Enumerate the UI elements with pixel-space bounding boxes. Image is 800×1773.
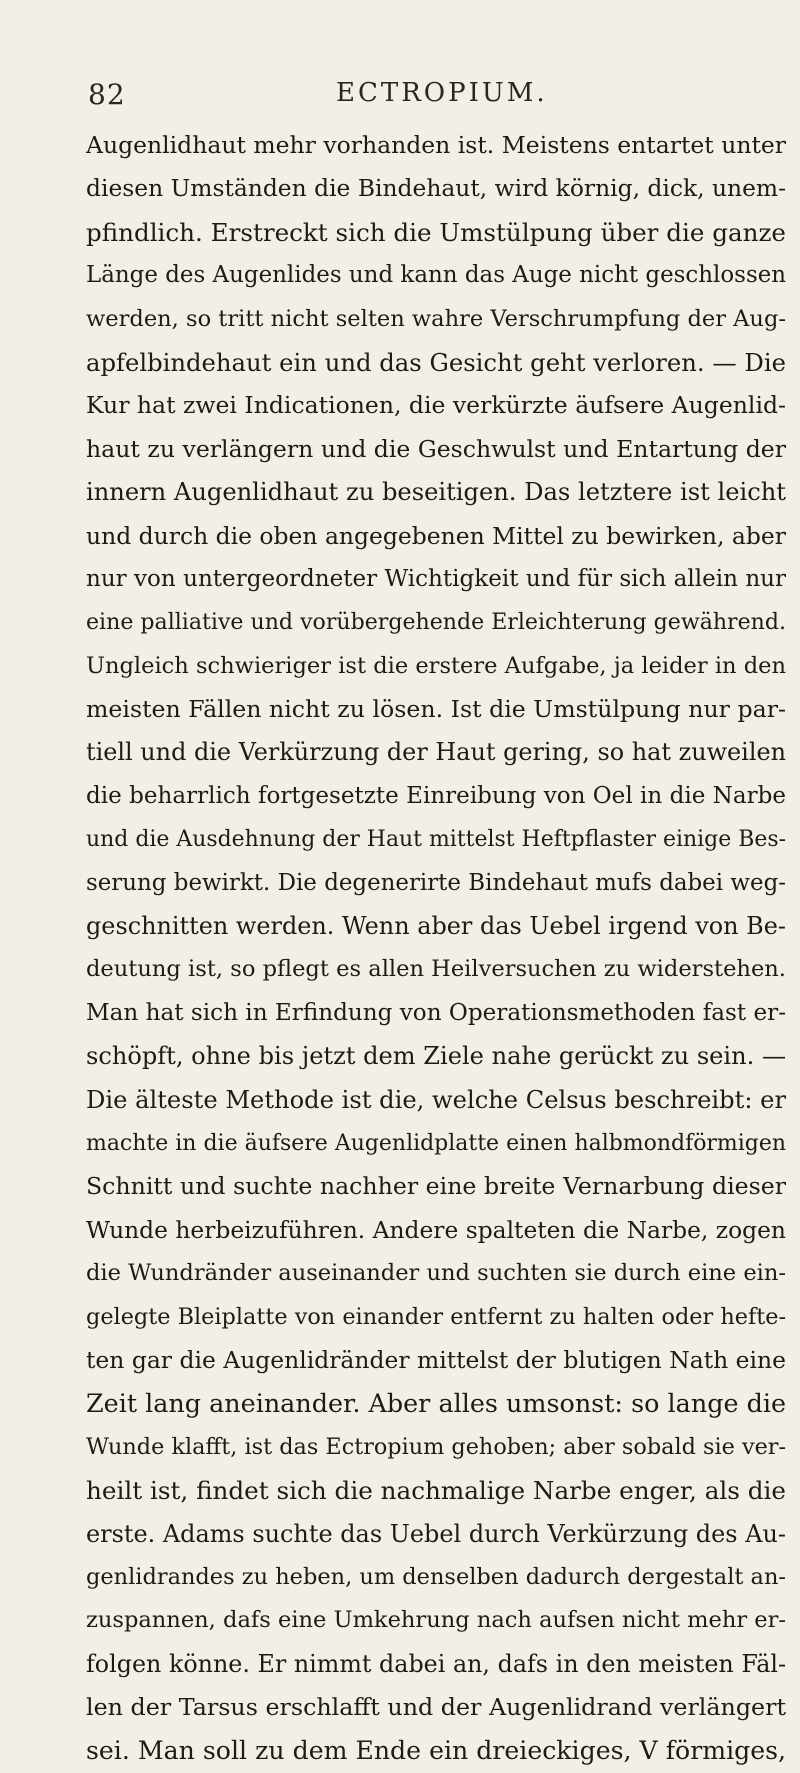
text-line: eine palliative und vorübergehende Erleichterung gewährend. [86,610,786,636]
text-line: apfelbindehaut ein und das Gesicht geht verloren. — Die [86,347,786,377]
text-line: schöpft, ohne bis jetzt dem Ziele nahe gerückt zu sein. — [86,1042,786,1071]
text-line: genlidrandes zu heben, um denselben dadurch dergestalt an- [86,1563,786,1590]
text-line: Zeit lang aneinander. Aber alles umsonst: so lange die [86,1388,786,1419]
text-line: erste. Adams suchte das Uebel durch Verkürzung des Au- [86,1519,786,1548]
text-line: ten gar die Augenlidränder mittelst der blutigen Nath eine [86,1345,786,1374]
text-line: Wunde herbeizuführen. Andere spalteten die Narbe, zogen [86,1215,786,1244]
text-line: Die älteste Methode ist die, welche Celsus beschreibt: er [86,1085,786,1114]
text-line: len der Tarsus erschlafft und der Augenlidrand verlängert [86,1693,786,1722]
text-line: Ungleich schwieriger ist die erstere Aufgabe, ja leider in den [86,652,786,679]
text-line: Wunde klafft, ist das Ectropium gehoben; aber sobald sie ver- [86,1433,786,1460]
text-line: heilt ist, findet sich die nachmalige Narbe enger, als die [86,1476,786,1506]
text-line: die Wundränder auseinander und suchten sie durch eine ein- [86,1260,786,1287]
text-line: haut zu verlängern und die Geschwulst und Entartung der [86,434,786,463]
text-line: deutung ist, so pflegt es allen Heilversuchen zu widerstehen. [86,956,786,983]
text-line: Kur hat zwei Indicationen, die verkürzte äufsere Augenlid- [86,391,786,420]
text-line: die beharrlich fortgesetzte Einreibung von Oel in die Narbe [86,782,786,809]
text-line: folgen könne. Er nimmt dabei an, dafs in den meisten Fäl- [86,1649,786,1678]
text-line: Augenlidhaut mehr vorhanden ist. Meistens entartet unter [86,131,786,159]
text-line: diesen Umständen die Bindehaut, wird körnig, dick, unem- [86,174,786,203]
text-line: pfindlich. Erstreckt sich die Umstülpung über die ganze [86,217,786,247]
text-line: nur von untergeordneter Wichtigkeit und für sich allein nur [86,565,786,592]
page-header [0,78,800,118]
text-line: Länge des Augenlides und kann das Auge nicht geschlossen [86,262,786,289]
text-line: gelegte Bleiplatte von einander entfernt zu halten oder hefte- [86,1303,786,1330]
text-line: Man hat sich in Erfindung von Operationsmethoden fast er- [86,999,786,1026]
text-line: machte in die äufsere Augenlidplatte einen halbmondförmigen [86,1130,786,1156]
text-line: serung bewirkt. Die degenerirte Bindehaut mufs dabei weg- [86,869,786,896]
text-line: werden, so tritt nicht selten wahre Verschrumpfung der Aug- [86,305,786,332]
body-text [86,124,786,1773]
text-line: und durch die oben angegebenen Mittel zu bewirken, aber [86,521,786,550]
text-line: geschnitten werden. Wenn aber das Uebel irgend von Be- [86,912,786,941]
text-line: und die Ausdehnung der Haut mittelst Heftpflaster einige Bes- [86,827,786,853]
running-head: ECTROPIUM. [336,78,548,108]
page-number: 82 [88,78,126,111]
text-line: innern Augenlidhaut zu beseitigen. Das letztere ist leicht [86,478,786,507]
text-line: zuspannen, dafs eine Umkehrung nach aufsen nicht mehr er- [86,1607,786,1634]
text-line: Schnitt und suchte nachher eine breite Vernarbung dieser [86,1172,786,1201]
text-line: sei. Man soll zu dem Ende ein dreieckiges, V förmiges, [86,1736,786,1766]
text-line: tiell und die Verkürzung der Haut gering, so hat zuweilen [86,738,786,767]
text-line: meisten Fällen nicht zu lösen. Ist die Umstülpung nur par- [86,695,786,724]
